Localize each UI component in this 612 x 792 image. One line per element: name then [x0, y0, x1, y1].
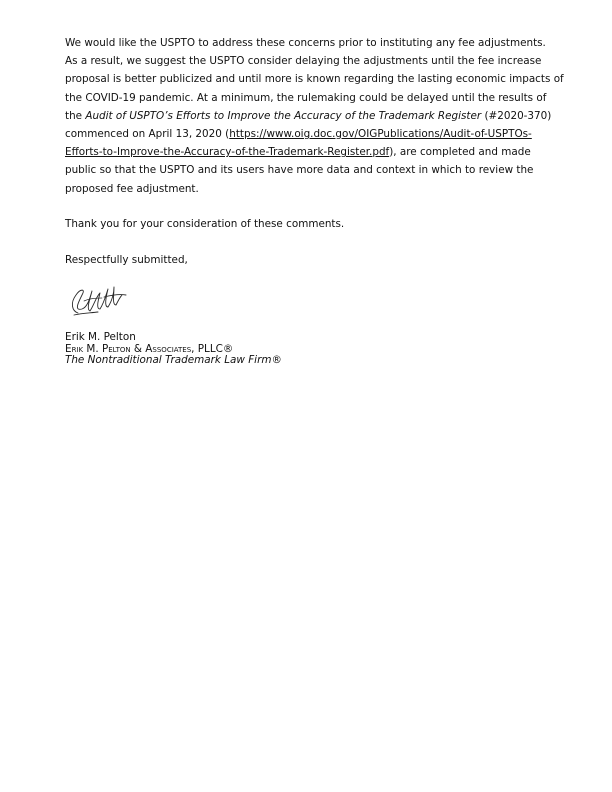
paragraph-line-3: proposal is better publicized and until more is known regarding the lasting economic impacts of [65, 73, 564, 86]
letter-paragraph [65, 34, 564, 198]
paragraph-line-9: proposed fee adjustment. [65, 182, 199, 195]
audit-number: (#2020-370) [481, 109, 552, 122]
paragraph-line-4: the COVID-19 pandemic. At a minimum, the rulemaking could be delayed until the results of [65, 91, 547, 104]
audit-title: Audit of USPTO’s Efforts to Improve the Accuracy of the Trademark Register [85, 109, 482, 122]
firm-tagline: The Nontraditional Trademark Law Firm® [65, 354, 282, 366]
firm-name: Erik M. Pelton & Associates, PLLC® [65, 342, 234, 355]
after-link-text: ), are completed and made [389, 146, 531, 159]
signature-block [65, 332, 282, 367]
thanks-line: Thank you for your consideration of these comments. [65, 218, 345, 230]
paragraph-line-6 [65, 125, 555, 143]
paragraph-line-5-prefix: the [65, 109, 86, 122]
audit-link-part1[interactable]: https://www.oig.doc.gov/OIGPublications/Audit-of-USPTOs- [229, 128, 532, 141]
audit-link-part2[interactable]: Efforts-to-Improve-the-Accuracy-of-the-Trademark-Register.pdf [65, 146, 390, 159]
paragraph-line-8: public so that the USPTO and its users have more data and context in which to review the [65, 164, 534, 177]
paragraph-line-5 [65, 107, 555, 125]
handwritten-signature [68, 283, 130, 319]
paragraph-line-2: As a result, we suggest the USPTO consider delaying the adjustments until the fee increase [65, 55, 542, 68]
closing-line: Respectfully submitted, [65, 254, 188, 266]
paragraph-line-1: We would like the USPTO to address these concerns prior to instituting any fee adjustments. [65, 37, 546, 49]
commenced-text: commenced on April 13, 2020 ( [65, 128, 230, 141]
paragraph-line-7 [65, 143, 555, 161]
signer-name: Erik M. Pelton [65, 331, 136, 343]
